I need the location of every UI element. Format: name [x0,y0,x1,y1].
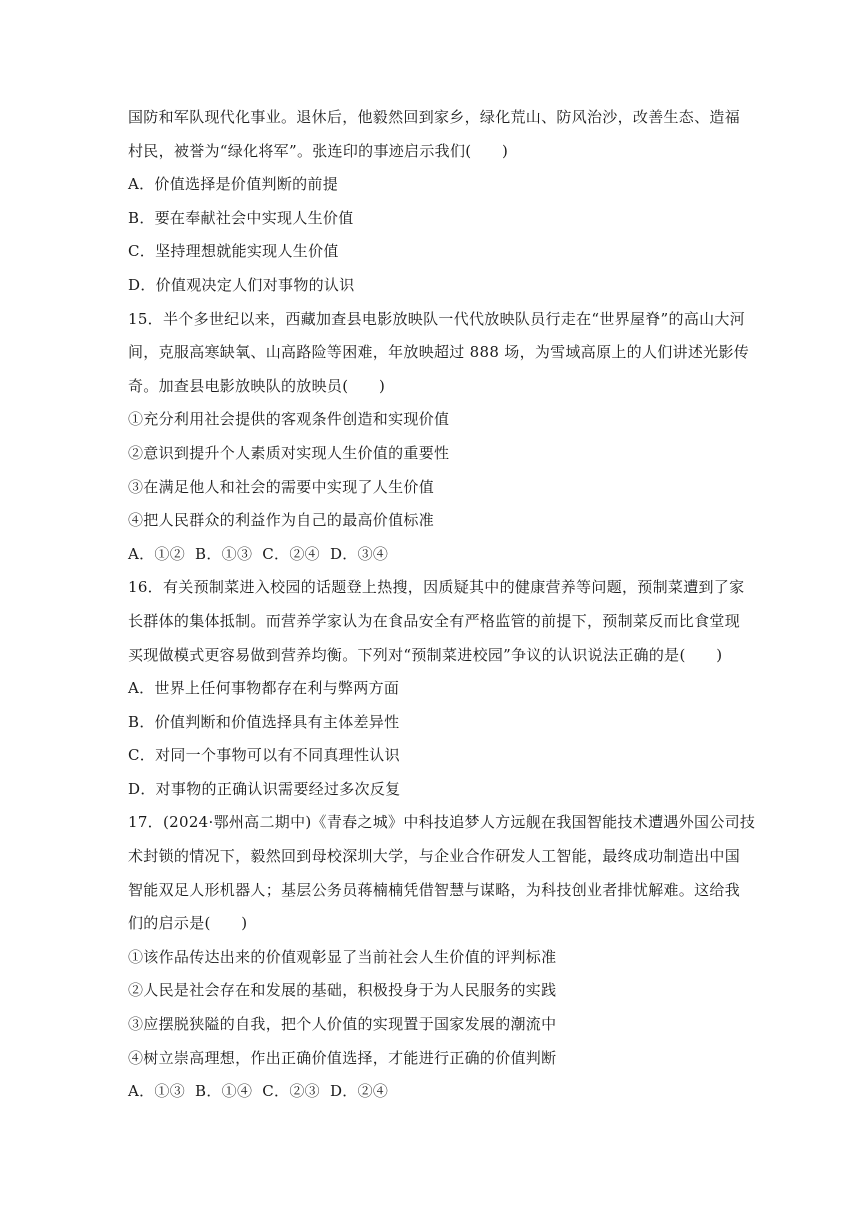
question-17-statement-4: ④树立崇高理想，作出正确价值选择，才能进行正确的价值判断 [128,1048,557,1067]
question-16-stem-line-3: 买现做模式更容易做到营养均衡。下列对“预制菜进校园”争议的认识说法正确的是( ) [128,645,723,664]
question-16-stem-line-1: 16．有关预制菜进入校园的话题登上热搜，因质疑其中的健康营养等问题，预制菜遭到了家 [128,578,745,597]
question-15-option-c: C．②④ [262,544,320,563]
question-17-option-a: A．①③ [128,1082,186,1101]
question-17-option-d: D．②④ [329,1082,389,1101]
question-17-statement-2: ②人民是社会存在和发展的基础，积极投身于为人民服务的实践 [128,981,557,1000]
question-14 [128,101,741,303]
question-14-stem-line-1: 国防和军队现代化事业。退休后，他毅然回到家乡，绿化荒山、防风治沙，改善生态、造福 [128,108,741,126]
question-16-option-c: C．对同一个事物可以有不同真理性认识 [128,746,400,765]
question-17-statement-1: ①该作品传达出来的价值观彰显了当前社会人生价值的评判标准 [128,947,557,966]
question-17-stem-line-3: 智能双足人形机器人；基层公务员蒋楠楠凭借智慧与谋略，为科技创业者排忧解难。这给我 [128,880,741,899]
question-16-option-d: D．对事物的正确认识需要经过多次反复 [128,779,401,798]
question-17 [128,806,756,1108]
question-14-option-c: C．坚持理想就能实现人生价值 [128,242,339,261]
question-15 [128,303,750,572]
question-15-statement-2: ②意识到提升个人素质对实现人生价值的重要性 [128,443,450,462]
question-16 [128,571,745,806]
question-15-statement-4: ④把人民群众的利益作为自己的最高价值标准 [128,511,435,530]
question-14-option-b: B．要在奉献社会中实现人生价值 [128,208,354,227]
question-16-stem-line-2: 长群体的集体抵制。而营养学家认为在食品安全有严格监管的前提下，预制菜反而比食堂现 [128,611,741,630]
question-16-option-b: B．价值判断和价值选择具有主体差异性 [128,712,400,731]
question-17-stem-line-2: 术封锁的情况下，毅然回到母校深圳大学，与企业合作研发人工智能，最终成功制造出中国 [128,847,741,866]
question-17-statement-3: ③应摆脱狭隘的自我，把个人价值的实现置于国家发展的潮流中 [128,1015,557,1034]
question-17-option-b: B．①④ [195,1082,253,1101]
question-16-option-a: A．世界上任何事物都存在利与弊两方面 [128,679,400,698]
question-14-option-a: A．价值选择是价值判断的前提 [128,175,339,194]
page-content [128,101,756,1109]
question-15-option-b: B．①③ [195,544,253,563]
question-15-statement-3: ③在满足他人和社会的需要中实现了人生价值 [128,477,435,496]
question-15-stem-line-2: 间，克服高寒缺氧、山高路险等困难，年放映超过 888 场，为雪域高原上的人们讲述光影传 [128,343,750,362]
question-17-answer-options [128,1075,736,1109]
question-15-stem-line-1: 15．半个多世纪以来，西藏加查县电影放映队一代代放映队员行走在“世界屋脊”的高山大河 [128,309,746,328]
question-15-option-d: D．③④ [329,544,389,563]
question-17-stem-line-1: 17．(2024·鄂州高二期中)《青春之城》中科技追梦人方远舰在我国智能技术遭遇外国公司技 [128,813,756,832]
question-17-stem-line-4: 们的启示是( ) [128,914,248,933]
question-17-option-c: C．②③ [262,1082,320,1101]
question-14-stem-line-2: 村民，被誉为“绿化将军”。张连印的事迹启示我们( ) [128,141,509,160]
question-15-stem-line-3: 奇。加查县电影放映队的放映员( ) [128,376,386,395]
question-15-option-a: A．①② [128,544,186,563]
question-15-statement-1: ①充分利用社会提供的客观条件创造和实现价值 [128,410,450,429]
question-15-answer-options [128,538,736,572]
question-14-option-d: D．价值观决定人们对事物的认识 [128,275,355,294]
